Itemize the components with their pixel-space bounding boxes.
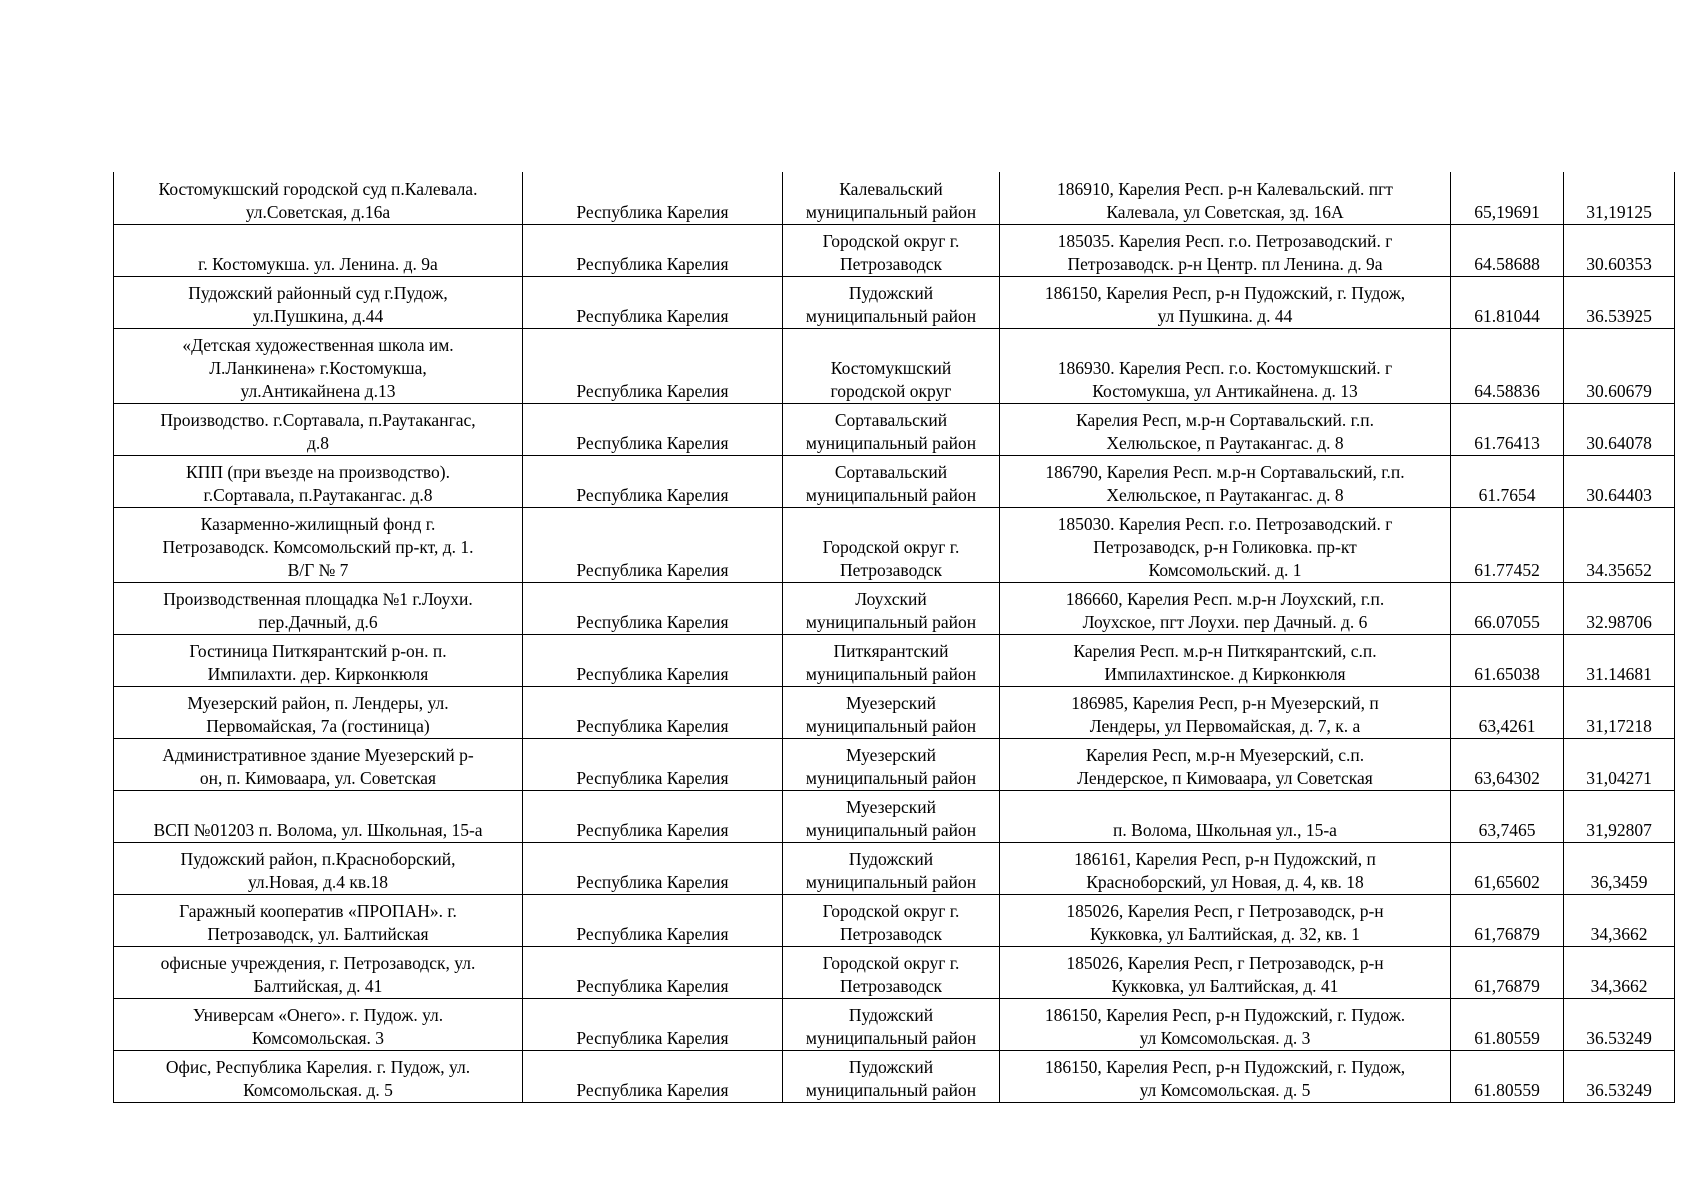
table-row [114,1050,1675,1102]
cell-latitude: 61,76879 [1451,894,1564,946]
table-row [114,328,1675,403]
cell-object-name: Казарменно-жилищный фонд г. Петрозаводск. Комсомольский пр-кт, д. 1. В/Г № 7 [114,507,523,582]
cell-object-name: Пудожский районный суд г.Пудож, ул.Пушкина, д.44 [114,276,523,328]
cell-municipality: Сортавальский муниципальный район [783,455,1000,507]
cell-region: Республика Карелия [523,224,783,276]
cell-region: Республика Карелия [523,998,783,1050]
cell-region: Республика Карелия [523,582,783,634]
table-row [114,946,1675,998]
table-row [114,455,1675,507]
cell-longitude: 36.53249 [1564,1050,1675,1102]
cell-latitude: 63,4261 [1451,686,1564,738]
cell-municipality: Пудожский муниципальный район [783,842,1000,894]
cell-municipality: Городской округ г. Петрозаводск [783,224,1000,276]
table-row [114,842,1675,894]
cell-address: 186150, Карелия Респ, р-н Пудожский, г. Пудож, ул Комсомольская. д. 5 [1000,1050,1451,1102]
cell-latitude: 61.81044 [1451,276,1564,328]
cell-region: Республика Карелия [523,894,783,946]
cell-latitude: 66.07055 [1451,582,1564,634]
table-row [114,582,1675,634]
cell-longitude: 34,3662 [1564,946,1675,998]
cell-latitude: 61.80559 [1451,998,1564,1050]
table-row [114,894,1675,946]
cell-object-name: Универсам «Онего». г. Пудож. ул. Комсомольская. 3 [114,998,523,1050]
table-row [114,738,1675,790]
table-row [114,790,1675,842]
cell-region: Республика Карелия [523,634,783,686]
cell-object-name: Муезерский район, п. Лендеры, ул. Первомайская, 7а (гостиница) [114,686,523,738]
cell-object-name: Гаражный кооператив «ПРОПАН». г. Петрозаводск, ул. Балтийская [114,894,523,946]
table-row [114,172,1675,224]
cell-municipality: Городской округ г. Петрозаводск [783,946,1000,998]
cell-longitude: 34,3662 [1564,894,1675,946]
cell-latitude: 61.65038 [1451,634,1564,686]
cell-latitude: 61.77452 [1451,507,1564,582]
cell-object-name: Гостиница Питкярантский р-он. п. Импилахти. дер. Кирконкюля [114,634,523,686]
cell-longitude: 36.53925 [1564,276,1675,328]
cell-longitude: 34.35652 [1564,507,1675,582]
cell-longitude: 31.14681 [1564,634,1675,686]
cell-address: Карелия Респ, м.р-н Сортавальский. г.п. Хелюльское, п Раутакангас. д. 8 [1000,403,1451,455]
table-row [114,507,1675,582]
cell-address: 186985, Карелия Респ, р-н Муезерский, п Лендеры, ул Первомайская, д. 7, к. а [1000,686,1451,738]
cell-object-name: «Детская художественная школа им. Л.Ланкинена» г.Костомукша, ул.Антикайнена д.13 [114,328,523,403]
cell-municipality: Сортавальский муниципальный район [783,403,1000,455]
cell-longitude: 30.64403 [1564,455,1675,507]
cell-address: п. Волома, Школьная ул., 15-а [1000,790,1451,842]
cell-longitude: 31,04271 [1564,738,1675,790]
cell-municipality: Пудожский муниципальный район [783,276,1000,328]
cell-object-name: офисные учреждения, г. Петрозаводск, ул. Балтийская, д. 41 [114,946,523,998]
cell-longitude: 36.53249 [1564,998,1675,1050]
cell-address: Карелия Респ, м.р-н Муезерский, с.п. Лендерское, п Кимоваара, ул Советская [1000,738,1451,790]
cell-latitude: 65,19691 [1451,172,1564,224]
cell-region: Республика Карелия [523,686,783,738]
cell-longitude: 30.60353 [1564,224,1675,276]
cell-object-name: Костомукшский городской суд п.Калевала. ул.Советская, д.16а [114,172,523,224]
cell-latitude: 64.58688 [1451,224,1564,276]
cell-longitude: 30.60679 [1564,328,1675,403]
cell-region: Республика Карелия [523,455,783,507]
cell-object-name: Производство. г.Сортавала, п.Раутакангас, д.8 [114,403,523,455]
cell-latitude: 64.58836 [1451,328,1564,403]
cell-object-name: Пудожский район, п.Красноборский, ул.Новая, д.4 кв.18 [114,842,523,894]
cell-latitude: 61.80559 [1451,1050,1564,1102]
cell-longitude: 31,92807 [1564,790,1675,842]
cell-region: Республика Карелия [523,403,783,455]
cell-longitude: 32.98706 [1564,582,1675,634]
cell-region: Республика Карелия [523,1050,783,1102]
cell-municipality: Городской округ г. Петрозаводск [783,507,1000,582]
table-row [114,634,1675,686]
cell-latitude: 61.76413 [1451,403,1564,455]
cell-longitude: 36,3459 [1564,842,1675,894]
cell-address: 186790, Карелия Респ. м.р-н Сортавальский, г.п. Хелюльское, п Раутакангас. д. 8 [1000,455,1451,507]
cell-municipality: Лоухский муниципальный район [783,582,1000,634]
cell-region: Республика Карелия [523,790,783,842]
locations-table [113,172,1675,1103]
cell-address: 185026, Карелия Респ, г Петрозаводск, р-н Кукковка, ул Балтийская, д. 32, кв. 1 [1000,894,1451,946]
cell-address: 186910, Карелия Респ. р-н Калевальский. пгт Калевала, ул Советская, зд. 16А [1000,172,1451,224]
table-row [114,998,1675,1050]
cell-municipality: Калевальский муниципальный район [783,172,1000,224]
cell-latitude: 61,76879 [1451,946,1564,998]
cell-municipality: Питкярантский муниципальный район [783,634,1000,686]
cell-object-name: Производственная площадка №1 г.Лоухи. пер.Дачный, д.6 [114,582,523,634]
cell-latitude: 63,7465 [1451,790,1564,842]
cell-municipality: Пудожский муниципальный район [783,998,1000,1050]
cell-latitude: 63,64302 [1451,738,1564,790]
table-body [114,172,1675,1102]
cell-address: 186930. Карелия Респ. г.о. Костомукшский. г Костомукша, ул Антикайнена. д. 13 [1000,328,1451,403]
cell-latitude: 61.7654 [1451,455,1564,507]
cell-region: Республика Карелия [523,507,783,582]
cell-latitude: 61,65602 [1451,842,1564,894]
cell-object-name: Офис, Республика Карелия. г. Пудож, ул. Комсомольская. д. 5 [114,1050,523,1102]
cell-municipality: Костомукшский городской округ [783,328,1000,403]
cell-address: 186161, Карелия Респ, р-н Пудожский, п Красноборский, ул Новая, д. 4, кв. 18 [1000,842,1451,894]
cell-address: 185026, Карелия Респ, г Петрозаводск, р-н Кукковка, ул Балтийская, д. 41 [1000,946,1451,998]
cell-municipality: Муезерский муниципальный район [783,686,1000,738]
cell-address: 186150, Карелия Респ, р-н Пудожский, г. Пудож. ул Комсомольская. д. 3 [1000,998,1451,1050]
cell-municipality: Муезерский муниципальный район [783,790,1000,842]
cell-object-name: ВСП №01203 п. Волома, ул. Школьная, 15-а [114,790,523,842]
cell-longitude: 31,19125 [1564,172,1675,224]
cell-address: Карелия Респ. м.р-н Питкярантский, с.п. Импилахтинское. д Кирконкюля [1000,634,1451,686]
cell-longitude: 31,17218 [1564,686,1675,738]
cell-region: Республика Карелия [523,328,783,403]
cell-longitude: 30.64078 [1564,403,1675,455]
cell-region: Республика Карелия [523,738,783,790]
cell-object-name: Административное здание Муезерский р- он, п. Кимоваара, ул. Советская [114,738,523,790]
table-row [114,224,1675,276]
cell-object-name: КПП (при въезде на производство). г.Сортавала, п.Раутакангас. д.8 [114,455,523,507]
cell-object-name: г. Костомукша. ул. Ленина. д. 9а [114,224,523,276]
cell-municipality: Муезерский муниципальный район [783,738,1000,790]
cell-region: Республика Карелия [523,276,783,328]
cell-address: 185030. Карелия Респ. г.о. Петрозаводский. г Петрозаводск, р-н Голиковка. пр-кт Комсомольский. д. 1 [1000,507,1451,582]
cell-region: Республика Карелия [523,946,783,998]
table-row [114,686,1675,738]
cell-region: Республика Карелия [523,842,783,894]
cell-address: 185035. Карелия Респ. г.о. Петрозаводский. г Петрозаводск. р-н Центр. пл Ленина. д. 9а [1000,224,1451,276]
cell-municipality: Пудожский муниципальный район [783,1050,1000,1102]
table-row [114,276,1675,328]
cell-address: 186660, Карелия Респ. м.р-н Лоухский, г.п. Лоухское, пгт Лоухи. пер Дачный. д. 6 [1000,582,1451,634]
cell-region: Республика Карелия [523,172,783,224]
table-row [114,403,1675,455]
cell-address: 186150, Карелия Респ, р-н Пудожский, г. Пудож, ул Пушкина. д. 44 [1000,276,1451,328]
cell-municipality: Городской округ г. Петрозаводск [783,894,1000,946]
